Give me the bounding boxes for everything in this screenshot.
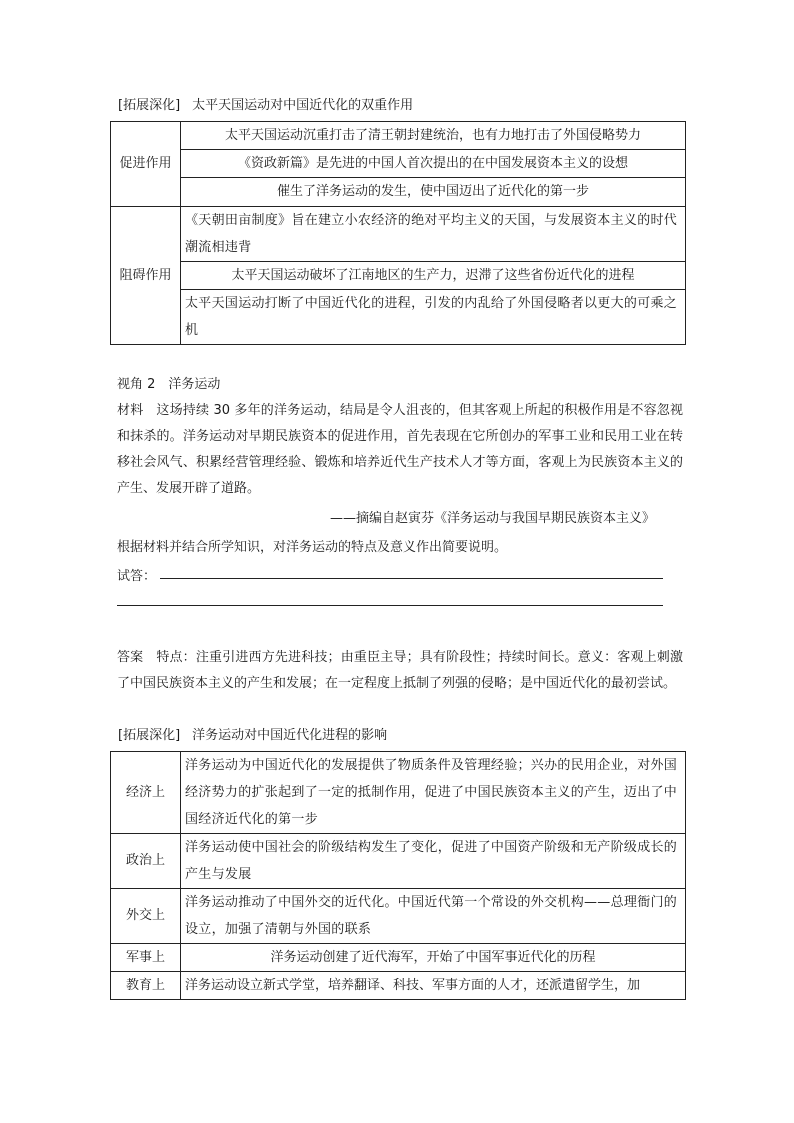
table-row (111, 889, 686, 944)
westernization-table (110, 751, 686, 1000)
material-source: ——摘编自赵寅芬《洋务运动与我国早期民族资本主义》 (330, 511, 656, 526)
table-row (111, 972, 686, 1000)
table-cell: 《天朝田亩制度》旨在建立小农经济的绝对平均主义的天国，与发展资本主义的时代潮流相违背 (181, 207, 686, 262)
section1-heading (118, 97, 413, 114)
material-text: 这场持续 30 多年的洋务运动，结局是令人沮丧的，但其客观上所起的积极作用是不容忽视和抹杀的。洋务运动对早期民族资本的促进作用，首先表现在它所创办的军事工业和民用工业在转移社会风气、积累经营管理经验、锻炼和培养近代生产技术人才等方面，客观上为民族资本主义的产生、发展开辟了道路。 (117, 403, 683, 496)
row-label-hinder: 阻碍作用 (111, 207, 181, 345)
row-label-promote: 促进作用 (111, 122, 181, 207)
table-row (111, 207, 686, 262)
answer-blank-line-2[interactable] (117, 605, 663, 606)
taiping-table (110, 121, 686, 345)
answer-prompt: 试答： (117, 569, 157, 584)
table-row (111, 752, 686, 834)
section2-title: 洋务运动对中国近代化进程的影响 (192, 728, 388, 743)
table-row (111, 122, 686, 150)
table-cell: 《资政新篇》是先进的中国人首次提出的在中国发展资本主义的设想 (181, 150, 686, 178)
table-cell: 洋务运动推动了中国外交的近代化。中国近代第一个常设的外交机构——总理衙门的设立，加强了清朝与外国的联系 (181, 889, 686, 944)
row-label-politics: 政治上 (111, 834, 181, 889)
table-cell: 洋务运动设立新式学堂，培养翻译、科技、军事方面的人才，还派遣留学生，加 (181, 972, 686, 1000)
answer-label: 答案 (117, 650, 144, 665)
table-cell: 太平天国运动打断了中国近代化的进程，引发的内乱给了外国侵略者以更大的可乘之机 (181, 290, 686, 345)
row-label-economy: 经济上 (111, 752, 181, 834)
table-row (111, 290, 686, 345)
table-cell: 太平天国运动沉重打击了清王朝封建统治，也有力地打击了外国侵略势力 (181, 122, 686, 150)
table-cell: 太平天国运动破坏了江南地区的生产力，迟滞了这些省份近代化的进程 (181, 262, 686, 290)
material-label: 材料 (117, 403, 144, 418)
table-row (111, 150, 686, 178)
section1-title: 太平天国运动对中国近代化的双重作用 (192, 98, 414, 113)
material-paragraph (117, 398, 683, 502)
perspective-heading: 视角 2 洋务运动 (117, 377, 221, 392)
table-row (111, 944, 686, 972)
answer-blank-line-1[interactable] (160, 578, 663, 579)
row-label-education: 教育上 (111, 972, 181, 1000)
question-text: 根据材料并结合所学知识，对洋务运动的特点及意义作出简要说明。 (117, 540, 508, 555)
answer-paragraph (117, 645, 683, 697)
table-row (111, 178, 686, 207)
table-row (111, 262, 686, 290)
table-cell: 洋务运动创建了近代海军，开始了中国军事近代化的历程 (181, 944, 686, 972)
table-cell: 催生了洋务运动的发生，使中国迈出了近代化的第一步 (181, 178, 686, 207)
table-row (111, 834, 686, 889)
answer-text: 特点：注重引进西方先进科技；由重臣主导；具有阶段性；持续时间长。意义：客观上刺激了中国民族资本主义的产生和发展；在一定程度上抵制了列强的侵略；是中国近代化的最初尝试。 (117, 650, 683, 691)
row-label-diplomacy: 外交上 (111, 889, 181, 944)
section1-tag: [拓展深化] (118, 98, 181, 113)
table-cell: 洋务运动为中国近代化的发展提供了物质条件及管理经验；兴办的民用企业，对外国经济势力的扩张起到了一定的抵制作用，促进了中国民族资本主义的产生，迈出了中国经济近代化的第一步 (181, 752, 686, 834)
table-cell: 洋务运动使中国社会的阶级结构发生了变化，促进了中国资产阶级和无产阶级成长的产生与发展 (181, 834, 686, 889)
row-label-military: 军事上 (111, 944, 181, 972)
section2-heading (118, 727, 387, 744)
section2-tag: [拓展深化] (118, 728, 181, 743)
